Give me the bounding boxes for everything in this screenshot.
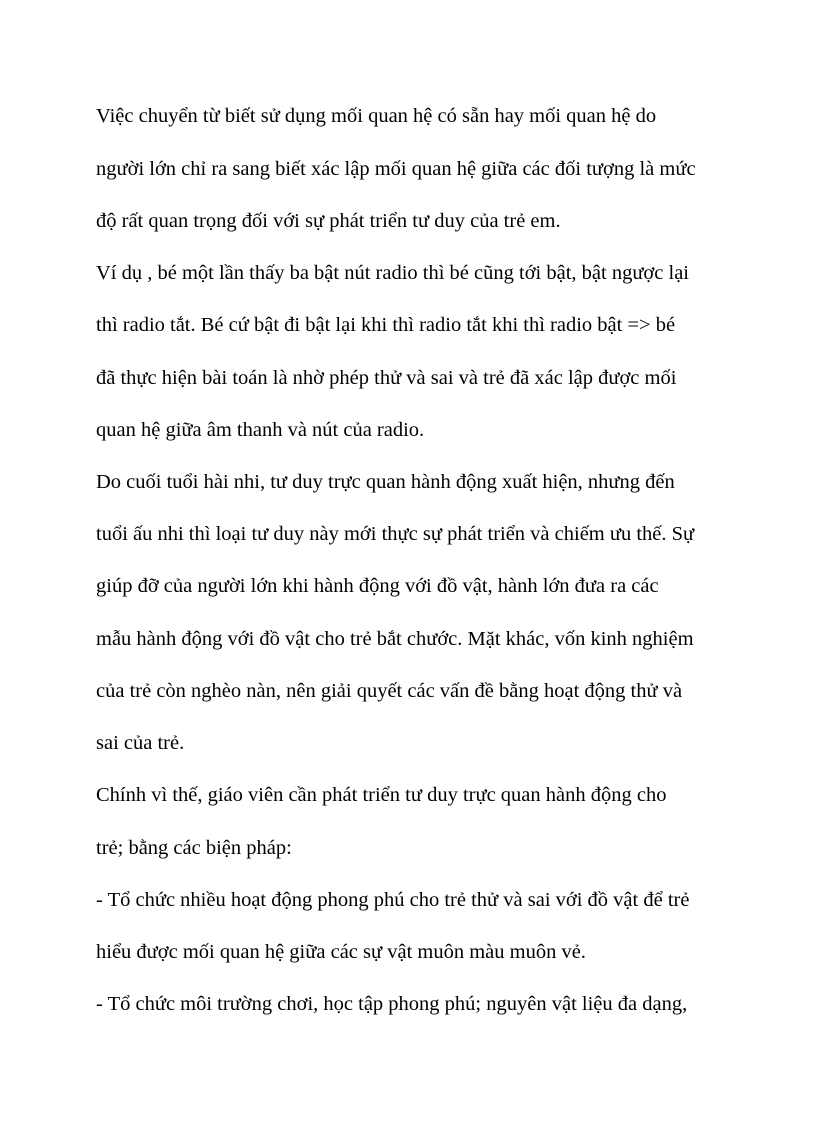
- text-line: quan hệ giữa âm thanh và nút của radio.: [96, 419, 425, 441]
- text-line: đã thực hiện bài toán là nhờ phép thử và sai và trẻ đã xác lập được mối: [96, 367, 677, 389]
- text-line: Việc chuyển từ biết sử dụng mối quan hệ có sẵn hay mối quan hệ do: [96, 105, 657, 127]
- text-line: độ rất quan trọng đối với sự phát triển tư duy của trẻ em.: [96, 210, 561, 232]
- text-line: người lớn chỉ ra sang biết xác lập mối quan hệ giữa các đối tượng là mức: [96, 158, 696, 180]
- text-line: trẻ; bằng các biện pháp:: [96, 837, 292, 859]
- text-line: hiểu được mối quan hệ giữa các sự vật muôn màu muôn vẻ.: [96, 941, 586, 963]
- text-line: tuổi ấu nhi thì loại tư duy này mới thực sự phát triển và chiếm ưu thế. Sự: [96, 523, 695, 545]
- text-line: giúp đỡ của người lớn khi hành động với đồ vật, hành lớn đưa ra các: [96, 575, 659, 597]
- text-line: của trẻ còn nghèo nàn, nên giải quyết các vấn đề bằng hoạt động thử và: [96, 680, 683, 702]
- text-line: sai của trẻ.: [96, 732, 185, 754]
- text-line: - Tổ chức môi trường chơi, học tập phong phú; nguyên vật liệu đa dạng,: [96, 993, 688, 1015]
- text-line: Ví dụ , bé một lần thấy ba bật nút radio thì bé cũng tới bật, bật ngược lại: [96, 262, 689, 284]
- text-line: Do cuối tuổi hài nhi, tư duy trực quan hành động xuất hiện, nhưng đến: [96, 471, 675, 493]
- text-line: thì radio tắt. Bé cứ bật đi bật lại khi thì radio tắt khi thì radio bật => bé: [96, 314, 676, 336]
- text-line: Chính vì thế, giáo viên cần phát triển tư duy trực quan hành động cho: [96, 784, 667, 806]
- text-line: mẫu hành động với đồ vật cho trẻ bắt chước. Mặt khác, vốn kinh nghiệm: [96, 628, 694, 650]
- text-line: - Tổ chức nhiều hoạt động phong phú cho trẻ thử và sai với đồ vật để trẻ: [96, 889, 690, 911]
